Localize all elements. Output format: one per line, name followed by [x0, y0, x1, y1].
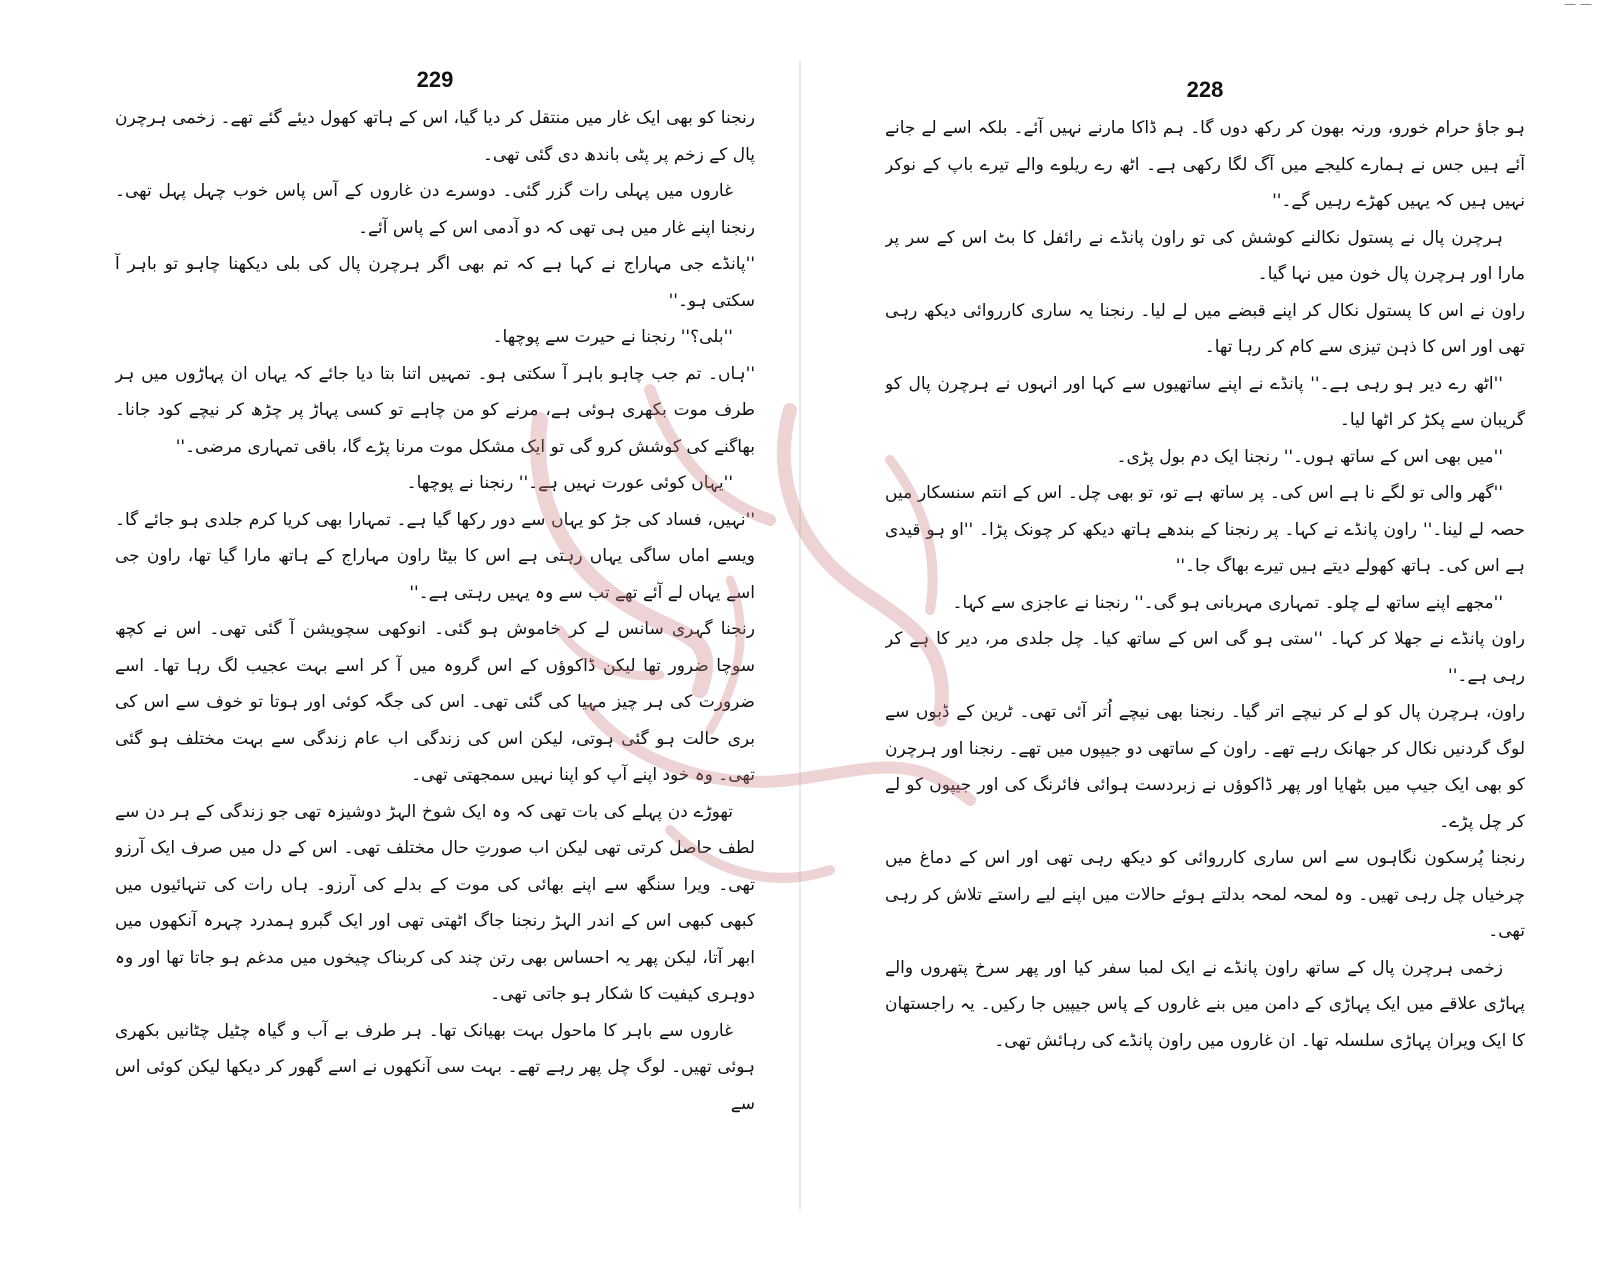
paragraph: ''ہاں۔ تم جب چاہو باہر آ سکتی ہو۔ تمہیں اتنا بتا دیا جائے کہ یہاں ان پہاڑوں میں ہر طرف موت بکھری ہوئی ہے، مرنے کو من چاہے تو کسی پہاڑ پر چڑھ کر نیچے کود جانا۔ بھاگنے کی کوشش کرو گی تو ایک مشکل موت مرنا پڑے گا، باقی تمہاری مرضی۔''	[115, 363, 755, 457]
paragraph: راون پانڈے نے جھلا کر کہا۔ ''ستی ہو گی اس کے ساتھ کیا۔ چل جلدی مر، دیر کا ہے کر رہی ہے۔''	[885, 629, 1525, 686]
paragraph: ''نہیں، فساد کی جڑ کو یہاں سے دور رکھا گیا ہے۔ تمہارا بھی کریا کرم جلدی ہو جائے گا۔ ویسے اماں ساگی یہاں رہتی ہے اس کا بیٹا راون مہاراج کے ہاتھ مارا گیا تھا، راون جی اسے یہاں لے آئے تھے تب سے وہ یہیں رہتی ہے۔''	[115, 509, 755, 603]
paragraph: ''میں بھی اس کے ساتھ ہوں۔'' رنجنا ایک دم بول پڑی۔	[1116, 446, 1503, 467]
paragraph: ''مجھے اپنے ساتھ لے چلو۔ تمہاری مہربانی ہو گی۔'' رنجنا نے عاجزی سے کہا۔	[952, 592, 1503, 613]
book-gutter	[799, 60, 801, 1210]
page-number: 229	[416, 67, 454, 92]
paragraph: ''گھر والی تو لگے نا ہے اس کی۔ پر ساتھ ہے تو، تو بھی چل۔ اس کے انتم سنسکار میں حصہ لے لینا۔'' راون پانڈے نے کہا۔ پر رنجنا کے بندھے ہاتھ دیکھ کر چونک پڑا۔ ''او ہو قیدی ہے اس کی۔ ہاتھ کھولے دیتے ہیں تیرے بھاگ جا۔''	[885, 483, 1525, 576]
paragraph: راون، ہرچرن پال کو لے کر نیچے اتر گیا۔ رنجنا بھی نیچے اُتر آئی تھی۔ ٹرین کے ڈبوں سے لوگ گردنیں نکال کر جھانک رہے تھے۔ راون کے ساتھی دو جیپوں میں تھے۔ رنجنا اور ہرچرن کو بھی ایک جیپ میں بٹھایا اور پھر ڈاکوؤں نے زبردست ہوائی فائرنگ کی اور جیپوں کو لے کر چل پڑے۔	[885, 702, 1525, 832]
paragraph: غاروں سے باہر کا ماحول بہت بھیانک تھا۔ ہر طرف بے آب و گیاہ چٹیل چٹانیں بکھری ہوئی تھیں۔ لوگ چل پھر رہے تھے۔ بہت سی آنکھوں نے اسے گھور کر دیکھا لیکن کوئی اس سے	[115, 1020, 755, 1114]
paragraph: زخمی ہرچرن پال کے ساتھ راون پانڈے نے ایک لمبا سفر کیا اور پھر سرخ پتھروں والے پہاڑی علاقے میں ایک پہاڑی کے دامن میں بنے غاروں کے پاس جیپیں جا رکیں۔ یہ راجستھان کا ایک ویران پہاڑی سلسلہ تھا۔ ان غاروں میں راون پانڈے کی رہائش تھی۔	[885, 957, 1525, 1051]
paragraph: غاروں میں پہلی رات گزر گئی۔ دوسرے دن غاروں کے آس پاس خوب چہل پہل تھی۔ رنجنا اپنے غار میں ہی تھی کہ دو آدمی اس کے پاس آئے۔	[115, 181, 755, 238]
scan-corner-mark: — —	[1564, 0, 1592, 8]
paragraph: تھوڑے دن پہلے کی بات تھی کہ وہ ایک شوخ الہڑ دوشیزہ تھی جو زندگی کے ہر دن سے لطف حاصل کرتی تھی لیکن اب صورتِ حال مختلف تھی۔ اس کے دل میں صرف ایک آرزو تھی۔ ویرا سنگھ سے اپنے بھائی کی موت کے بدلے کی آرزو۔ ہاں رات کی تنہائیوں میں کبھی کبھی اس کے اندر الہڑ رنجنا جاگ اٹھتی تھی اور ایک گبرو ہمدرد چہرہ آنکھوں میں ابھر آتا، لیکن پھر یہ احساس بھی رتن چند کی کربناک چیخوں میں مدغم ہو جاتا تھا اور وہ دوہری کیفیت کا شکار ہو جاتی تھی۔	[115, 801, 755, 1004]
paragraph: راون نے اس کا پستول نکال کر اپنے قبضے میں لے لیا۔ رنجنا یہ ساری کارروائی دیکھ رہی تھی اور اس کا ذہن تیزی سے کام کر رہا تھا۔	[885, 300, 1525, 357]
paragraph: رنجنا گہری سانس لے کر خاموش ہو گئی۔ انوکھی سچویشن آ گئی تھی۔ اس نے کچھ سوچا ضرور تھا لیکن ڈاکوؤں کے اس گروہ میں آ کر اسے بہت عجیب لگ رہا تھا۔ اسے ضرورت کی ہر چیز مہیا کی گئی تھی۔ اس کی جگہ کوئی اور ہوتا تو خوف سے اس کی بری حالت ہو گئی ہوتی، لیکن اس کی زندگی اب عام زندگی سے بہت مختلف ہو گئی تھی۔ وہ خود اپنے آپ کو اپنا نہیں سمجھتی تھی۔	[115, 619, 755, 785]
paragraph: رنجنا کو بھی ایک غار میں منتقل کر دیا گیا، اس کے ہاتھ کھول دیئے گئے تھے۔ زخمی ہرچرن پال کے زخم پر پٹی باندھ دی گئی تھی۔	[115, 108, 755, 165]
left-page	[115, 60, 755, 1220]
paragraph: ہرچرن پال نے پستول نکالنے کوشش کی تو راون پانڈے نے رائفل کا بٹ اس کے سر پر مارا اور ہرچرن پال خون میں نہا گیا۔	[885, 227, 1525, 284]
paragraph: ''بلی؟'' رنجنا نے حیرت سے پوچھا۔	[492, 327, 733, 347]
paragraph: ''اٹھ رے دیر ہو رہی ہے۔'' پانڈے نے اپنے ساتھیوں سے کہا اور انہوں نے ہرچرن پال کو گریبان سے پکڑ کر اٹھا لیا۔	[885, 373, 1525, 430]
paragraph: ہو جاؤ حرام خورو، ورنہ بھون کر رکھ دوں گا۔ ہم ڈاکا مارنے نہیں آئے۔ بلکہ اسے لے جانے آئے ہیں جس نے ہمارے کلیجے میں آگ لگا رکھی ہے۔ اٹھ رے ریلوے والے تیرے باپ کے نوکر نہیں ہیں کہ یہیں کھڑے رہیں گے۔''	[885, 118, 1525, 211]
page-number: 228	[1186, 77, 1224, 102]
paragraph: ''یہاں کوئی عورت نہیں ہے۔'' رنجنا نے پوچھا۔	[406, 473, 733, 493]
paragraph: رنجنا پُرسکون نگاہوں سے اس ساری کارروائی کو دیکھ رہی تھی اور اس کے دماغ میں چرخیاں چل رہی تھیں۔ وہ لمحہ لمحہ بدلتے ہوئے حالات میں اپنے لیے راستے تلاش کر رہی تھی۔	[885, 848, 1525, 941]
paragraph: ''پانڈے جی مہاراج نے کہا ہے کہ تم بھی اگر ہرچرن پال کی بلی دیکھنا چاہو تو باہر آ سکتی ہو۔''	[115, 254, 755, 311]
right-page	[885, 60, 1525, 1220]
